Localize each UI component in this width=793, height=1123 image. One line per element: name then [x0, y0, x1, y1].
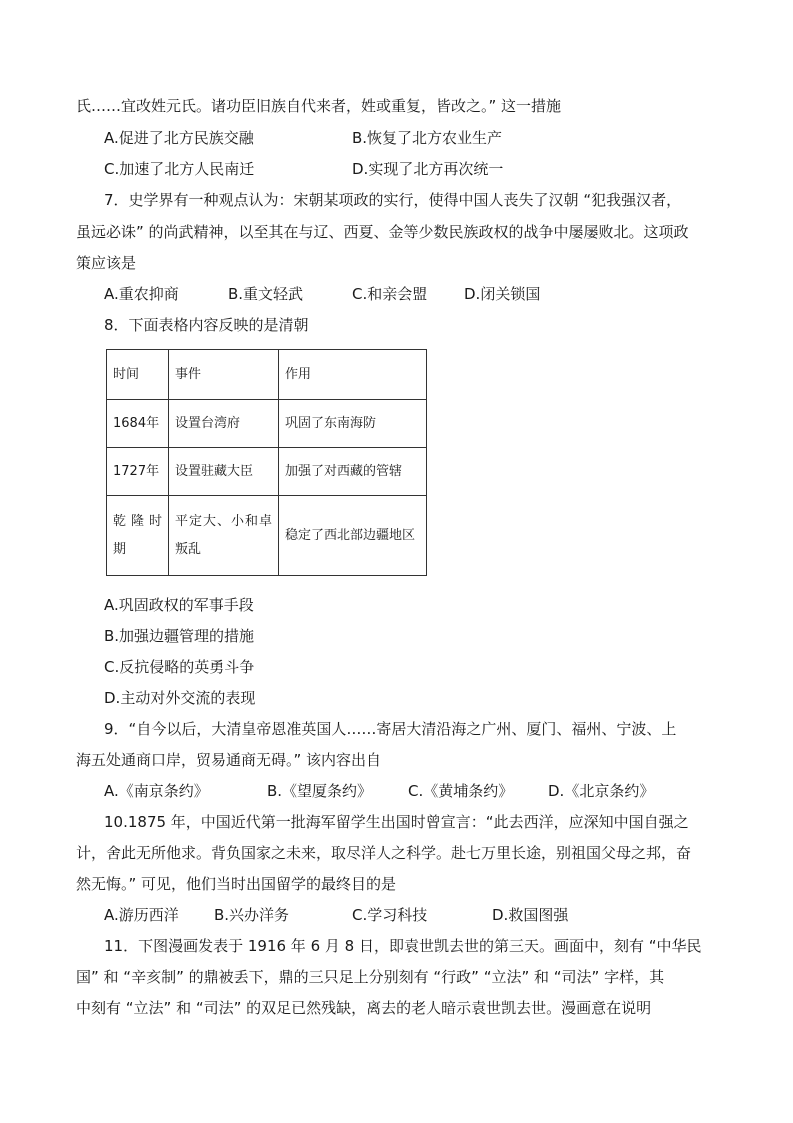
table-cell-time: 1727年: [107, 448, 169, 496]
q6-option-c: C.加速了北方人民南迁: [104, 160, 255, 178]
table-cell-effect: 巩固了东南海防: [279, 400, 427, 448]
q9-option-a: A.《南京条约》: [104, 782, 209, 800]
q8-option-b: B.加强边疆管理的措施: [104, 627, 255, 645]
q7-option-a: A.重农抑商: [104, 285, 179, 303]
table-cell-event: 设置台湾府: [169, 400, 279, 448]
q7-option-b: B.重文轻武: [228, 285, 304, 303]
q8-option-d: D.主动对外交流的表现: [104, 689, 256, 707]
table-row: [107, 400, 427, 448]
q10-stem-line-2: 计，舍此无所他求。背负国家之未来，取尽洋人之科学。赴七万里长途，别祖国父母之邦，奋: [76, 844, 692, 862]
q7-stem-line-3: 策应该是: [76, 254, 137, 272]
q9-stem-line-1: 9．“自今以后，大清皇帝恩准英国人……寄居大清沿海之广州、厦门、福州、宁波、上: [104, 720, 677, 738]
q6-option-d: D.实现了北方再次统一: [352, 160, 504, 178]
table-row: [107, 496, 427, 576]
q8-stem: 8．下面表格内容反映的是清朝: [104, 316, 309, 334]
q10-option-d: D.救国图强: [492, 906, 569, 924]
table-header-time: 时间: [107, 350, 169, 400]
table-cell-effect: 稳定了西北部边疆地区: [279, 496, 427, 576]
q8-table: [106, 349, 427, 576]
table-cell-event: 设置驻藏大臣: [169, 448, 279, 496]
table-cell-effect: 加强了对西藏的管辖: [279, 448, 427, 496]
q9-option-d: D.《北京条约》: [548, 782, 655, 800]
q11-stem-line-3: 中刻有 “立法” 和 “司法” 的双足已然残缺，离去的老人暗示袁世凯去世。漫画意在说明: [76, 999, 652, 1017]
q10-option-a: A.游历西洋: [104, 906, 179, 924]
q9-option-b: B.《望厦条约》: [267, 782, 373, 800]
q11-stem-line-2: 国” 和 “辛亥制” 的鼎被丢下，鼎的三只足上分别刻有 “行政” “立法” 和 “司法” 字样，其: [76, 968, 665, 986]
q9-option-c: C.《黄埔条约》: [408, 782, 514, 800]
q6-stem-line: 氏……宜改姓元氏。诸功臣旧族自代来者，姓或重复，皆改之。” 这一措施: [76, 97, 562, 115]
q7-option-c: C.和亲会盟: [352, 285, 428, 303]
q8-option-a: A.巩固政权的军事手段: [104, 596, 254, 614]
table-header-row: [107, 350, 427, 400]
q9-stem-line-2: 海五处通商口岸，贸易通商无碍。” 该内容出自: [76, 751, 382, 769]
q10-stem-line-3: 然无悔。” 可见，他们当时出国留学的最终目的是: [76, 875, 397, 893]
q10-option-c: C.学习科技: [352, 906, 428, 924]
table-row: [107, 448, 427, 496]
q7-stem-line-2: 虽远必诛” 的尚武精神，以至其在与辽、西夏、金等少数民族政权的战争中屡屡败北。这项政: [76, 223, 689, 241]
table-header-effect: 作用: [279, 350, 427, 400]
q7-stem-line-1: 7．史学界有一种观点认为：宋朝某项政的实行，使得中国人丧失了汉朝 “犯我强汉者，: [104, 191, 682, 209]
q6-option-b: B.恢复了北方农业生产: [352, 129, 503, 147]
q10-option-b: B.兴办洋务: [214, 906, 290, 924]
q8-option-c: C.反抗侵略的英勇斗争: [104, 658, 255, 676]
q11-stem-line-1: 11．下图漫画发表于 1916 年 6 月 8 日，即袁世凯去世的第三天。画面中，刻有 “中华民: [104, 937, 702, 955]
table-cell-time: 1684年: [107, 400, 169, 448]
q7-option-d: D.闭关锁国: [464, 285, 541, 303]
table-cell-event: 平定大、小和卓叛乱: [169, 496, 279, 576]
q6-option-a: A.促进了北方民族交融: [104, 129, 254, 147]
q10-stem-line-1: 10.1875 年，中国近代第一批海军留学生出国时曾宣言：“此去西洋，应深知中国自强之: [104, 813, 689, 831]
table-cell-time: 乾隆时期: [107, 496, 169, 576]
table-header-event: 事件: [169, 350, 279, 400]
